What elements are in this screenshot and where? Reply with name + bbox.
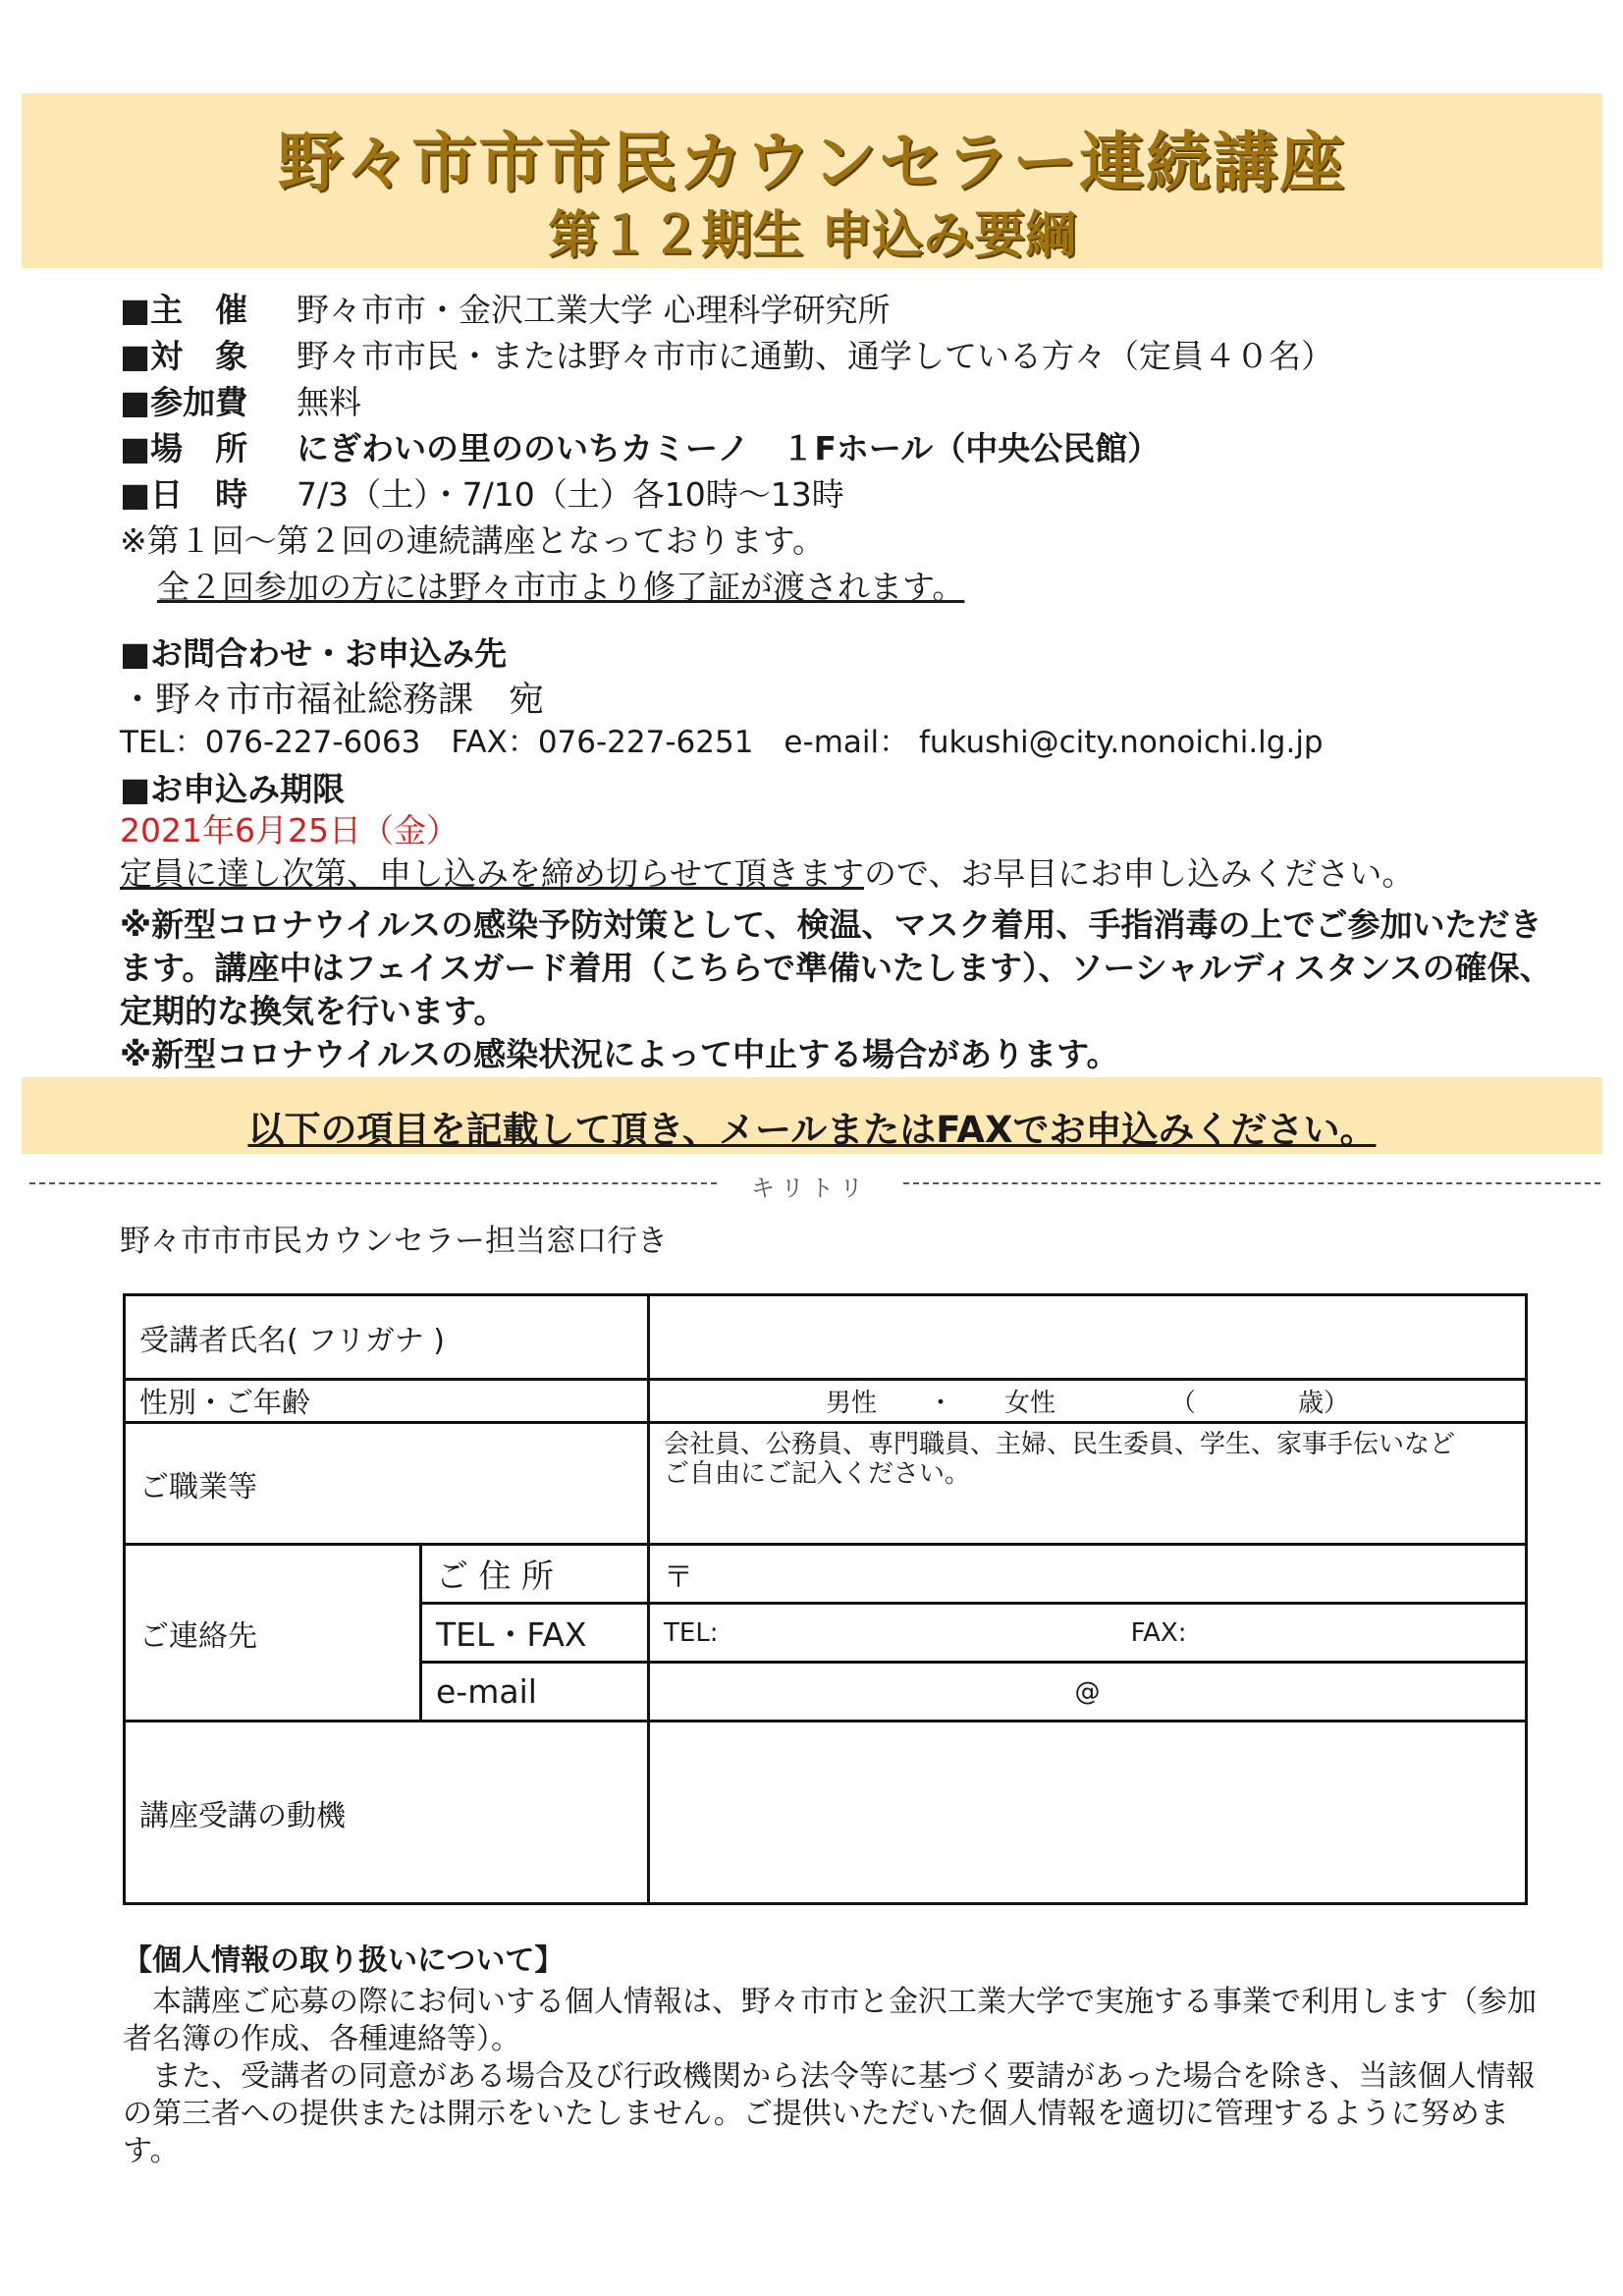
note-series: ※第１回～第２回の連続講座となっております。 bbox=[120, 521, 826, 560]
info-date bbox=[120, 469, 844, 516]
telfax-label: TEL・FAX bbox=[421, 1604, 649, 1663]
telfax-field[interactable] bbox=[649, 1604, 1527, 1663]
email-label: e-mail bbox=[421, 1663, 649, 1722]
page-title: 野々市市市民カウンセラー連続講座 bbox=[278, 125, 1346, 200]
row-gender bbox=[125, 1380, 1527, 1423]
tel-prefix: TEL: bbox=[664, 1617, 719, 1648]
gender-age-field[interactable]: 男性 ・ 女性 （ 歳） bbox=[649, 1380, 1527, 1423]
motive-label: 講座受講の動機 bbox=[125, 1722, 649, 1904]
email-field[interactable]: @ bbox=[649, 1663, 1527, 1722]
job-field[interactable] bbox=[649, 1423, 1527, 1545]
note-certificate: 全２回参加の方には野々市市より修了証が渡されます。 bbox=[157, 568, 965, 606]
target-value: 野々市市民・または野々市市に通勤、通学している方々（定員４０名） bbox=[297, 337, 1333, 375]
name-field[interactable] bbox=[649, 1295, 1527, 1380]
job-label: ご職業等 bbox=[125, 1423, 649, 1545]
form-addressee: 野々市市市民カウンセラー担当窓口行き bbox=[120, 1224, 668, 1259]
motive-field[interactable] bbox=[649, 1722, 1527, 1904]
privacy-section bbox=[123, 1942, 1537, 2170]
gender-label: 性別・ご年齢 bbox=[125, 1380, 649, 1423]
page-subtitle: 第１２期生 申込み要綱 bbox=[547, 206, 1077, 265]
address-field[interactable]: 〒 bbox=[649, 1545, 1527, 1604]
row-address bbox=[125, 1545, 1527, 1604]
row-name bbox=[125, 1295, 1527, 1380]
date-label: ■日 時 bbox=[120, 475, 248, 514]
deadline-note-rest: ので、お早目にお申し込みください。 bbox=[864, 854, 1415, 893]
target-label: ■対 象 bbox=[120, 337, 248, 375]
application-form bbox=[123, 1293, 1528, 1905]
privacy-title: 【個人情報の取り扱いについて】 bbox=[123, 1943, 565, 1978]
venue-value: にぎわいの里ののいちカミーノ １Fホール（中央公民館） bbox=[297, 429, 1161, 467]
organizer-value: 野々市市・金沢工業大学 心理科学研究所 bbox=[297, 291, 891, 329]
fee-value: 無料 bbox=[297, 383, 361, 421]
venue-label: ■場 所 bbox=[120, 429, 248, 467]
fee-label: ■参加費 bbox=[120, 383, 248, 421]
deadline-title: ■お申込み期限 bbox=[120, 770, 346, 808]
info-fee bbox=[120, 377, 361, 423]
cut-line-left bbox=[29, 1182, 717, 1184]
deadline-note bbox=[120, 848, 1414, 895]
contact-label: ご連絡先 bbox=[125, 1545, 421, 1722]
deadline-note-underlined: 定員に達し次第、申し込みを締め切らせて頂きます bbox=[120, 854, 865, 893]
address-label: ご 住 所 bbox=[421, 1545, 649, 1604]
privacy-paragraph-1: 本講座ご応募の際にお伺いする個人情報は、野々市市と金沢工業大学で実施する事業で利用します（参加者名簿の作成、各種連絡等）。 bbox=[123, 1985, 1537, 2056]
job-hint-1: 会社員、公務員、専門職員、主婦、民生委員、学生、家事手伝いなど bbox=[664, 1430, 1456, 1459]
info-organizer bbox=[120, 285, 891, 331]
name-label: 受講者氏名( フリガナ ) bbox=[125, 1295, 649, 1380]
row-job bbox=[125, 1423, 1527, 1545]
covid-notice: ※新型コロナウイルスの感染予防対策として、検温、マスク着用、手指消毒の上でご参加いただきます。講座中はフェイスガード着用（こちらで準備いたします）、ソーシャルディスタンスの確保、定期的な換気を行います。 bbox=[120, 905, 1552, 1030]
covid-cancel-notice: ※新型コロナウイルスの感染状況によって中止する場合があります。 bbox=[120, 1035, 1119, 1073]
info-venue bbox=[120, 423, 1160, 469]
deadline-date: 2021年6月25日（金） bbox=[120, 811, 459, 849]
fax-prefix: FAX: bbox=[1130, 1617, 1187, 1648]
instruction-text: 以下の項目を記載して頂き、メールまたはFAXでお申込みください。 bbox=[247, 1109, 1377, 1151]
date-value: 7/3（土）・7/10（土）各10時～13時 bbox=[297, 475, 844, 514]
cut-line-right bbox=[903, 1182, 1600, 1184]
cut-label: キリトリ bbox=[751, 1175, 869, 1202]
contact-line: TEL：076-227-6063 FAX：076-227-6251 e-mail： fukushi@city.nonoichi.lg.jp bbox=[120, 725, 1324, 760]
info-target bbox=[120, 331, 1333, 377]
privacy-paragraph-2: また、受講者の同意がある場合及び行政機関から法令等に基づく要請があった場合を除き、当該個人情報の第三者への提供または開示をいたしません。ご提供いただいた個人情報を適切に管理するように努めます。 bbox=[123, 2059, 1536, 2168]
job-hint-2: ご自由にご記入ください。 bbox=[664, 1459, 971, 1489]
row-motive bbox=[125, 1722, 1527, 1904]
contact-title: ■お問合わせ・お申込み先 bbox=[120, 634, 508, 673]
organizer-label: ■主 催 bbox=[120, 291, 248, 329]
contact-dept: ・野々市市福祉総務課 宛 bbox=[120, 680, 545, 720]
